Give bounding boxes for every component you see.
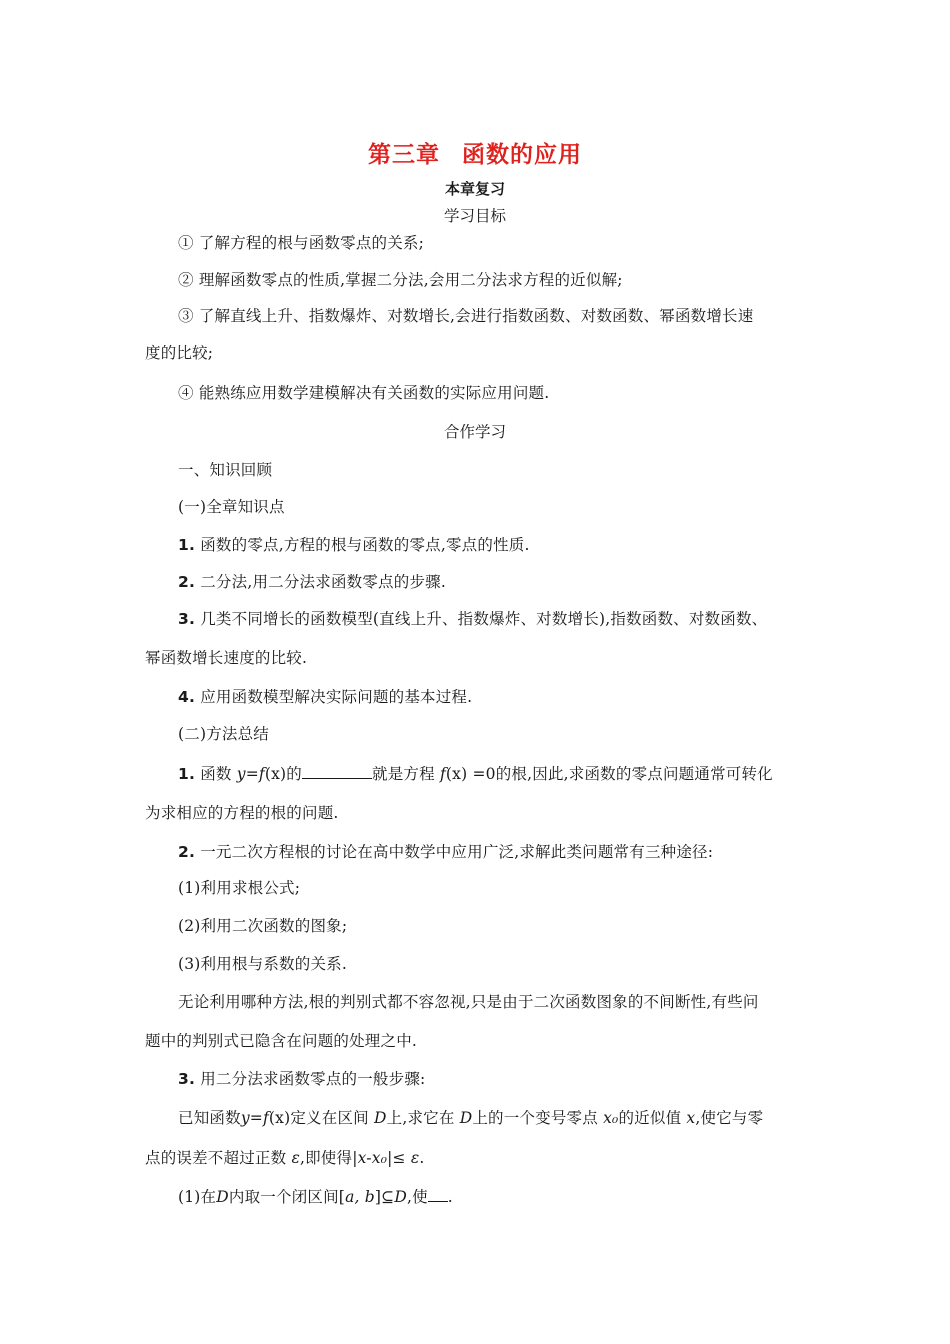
goal-item: ④ 能熟练应用数学建模解决有关函数的实际应用问题. xyxy=(178,384,550,402)
math: x xyxy=(686,1109,696,1127)
method-1-continued: 为求相应的方程的根的问题. xyxy=(145,804,339,822)
text: 的 xyxy=(286,765,302,783)
chapter-number: 第三章 xyxy=(368,142,440,168)
math: ε xyxy=(410,1149,420,1167)
math: |x-x₀|≤ xyxy=(352,1149,406,1167)
method-3-step-1 xyxy=(178,1185,453,1207)
method-3-desc-continued xyxy=(145,1146,425,1168)
chapter-title xyxy=(0,136,950,169)
text: ,即使得 xyxy=(299,1149,353,1167)
text: 上的一个变号零点 xyxy=(472,1109,598,1127)
goals-heading: 学习目标 xyxy=(443,207,506,225)
knowledge-item xyxy=(178,607,767,629)
chapter-name: 函数的应用 xyxy=(462,142,582,168)
method-3-desc xyxy=(178,1106,763,1128)
item-text: 应用函数模型解决实际问题的基本过程. xyxy=(200,688,473,706)
answer-blank[interactable] xyxy=(428,1187,448,1202)
math: ε xyxy=(291,1149,300,1167)
knowledge-item xyxy=(178,685,472,707)
math: y=f xyxy=(236,765,265,783)
item-text: 一元二次方程根的讨论在高中数学中应用广泛,求解此类问题常有三种途径: xyxy=(200,843,714,861)
math: x₀ xyxy=(603,1109,619,1127)
item-text: 函数的零点,方程的根与函数的零点,零点的性质. xyxy=(200,536,530,554)
math: (x) xyxy=(445,765,468,783)
knowledge-item xyxy=(178,570,446,592)
math: a, b xyxy=(345,1188,375,1206)
item-text: 幂函数增长速度的比较. xyxy=(145,649,308,667)
item-number: 1. xyxy=(178,765,196,783)
math: D xyxy=(394,1188,407,1206)
coop-heading: 合作学习 xyxy=(443,423,506,441)
goal-item: ③ 了解直线上升、指数爆炸、对数增长,会进行指数函数、对数函数、幂函数增长速 xyxy=(178,307,754,325)
math: f xyxy=(439,765,446,783)
text: ]⊆ xyxy=(374,1188,395,1206)
text: 已知函数 xyxy=(178,1109,241,1127)
text: 函数 xyxy=(200,765,232,783)
item-text: 几类不同增长的函数模型(直线上升、指数爆炸、对数增长),指数函数、对数函数、 xyxy=(200,610,768,628)
answer-blank[interactable] xyxy=(302,764,372,779)
section-title: 本章复习 xyxy=(444,180,505,198)
method-2-item: (1)利用求根公式; xyxy=(178,879,301,897)
math: D xyxy=(459,1109,473,1127)
text: 内取一个闭区间[ xyxy=(228,1188,346,1206)
item-number: 3. xyxy=(178,610,196,628)
math: y=f xyxy=(240,1109,269,1127)
text: 定义在区间 xyxy=(290,1109,369,1127)
math: D xyxy=(216,1188,229,1206)
text: =0的根,因此,求函数的零点问题通常可转化 xyxy=(472,765,773,783)
text: 点的误差不超过正数 xyxy=(145,1149,287,1167)
math: D xyxy=(374,1109,387,1127)
text: 就是方程 xyxy=(372,765,435,783)
knowledge-item-continued xyxy=(145,646,307,668)
method-3 xyxy=(178,1067,425,1089)
text: ,使它与零 xyxy=(695,1109,764,1127)
text: . xyxy=(447,1188,453,1206)
item-number: 1. xyxy=(178,536,196,554)
method-2-note: 无论利用哪种方法,根的判别式都不容忽视,只是由于二次函数图象的不间断性,有些问 xyxy=(178,993,759,1011)
text: 的近似值 xyxy=(618,1109,682,1127)
item-number: 3. xyxy=(178,1070,196,1088)
review-heading: 一、知识回顾 xyxy=(178,461,273,479)
method-2-item: (3)利用根与系数的关系. xyxy=(178,955,347,973)
item-number: 4. xyxy=(178,688,196,706)
method-1 xyxy=(178,762,773,784)
text: . xyxy=(419,1149,425,1167)
math: (x) xyxy=(264,765,287,783)
methods-heading: (二)方法总结 xyxy=(178,725,269,743)
item-text: 二分法,用二分法求函数零点的步骤. xyxy=(200,573,446,591)
method-2 xyxy=(178,840,713,862)
text: 上,求它在 xyxy=(386,1109,455,1127)
goal-item: ② 理解函数零点的性质,掌握二分法,会用二分法求方程的近似解; xyxy=(178,271,623,289)
item-text: 用二分法求函数零点的一般步骤: xyxy=(200,1070,426,1088)
goal-item-continued: 度的比较; xyxy=(145,344,214,362)
item-number: 2. xyxy=(178,843,196,861)
knowledge-heading: (一)全章知识点 xyxy=(178,498,285,516)
text: ,使 xyxy=(406,1188,428,1206)
knowledge-item xyxy=(178,533,530,555)
goal-item: ① 了解方程的根与函数零点的关系; xyxy=(178,234,425,252)
math: (x) xyxy=(268,1109,291,1127)
item-number: 2. xyxy=(178,573,196,591)
text: (1)在 xyxy=(178,1188,217,1206)
method-2-note-continued: 题中的判别式已隐含在问题的处理之中. xyxy=(145,1032,418,1050)
method-2-item: (2)利用二次函数的图象; xyxy=(178,917,348,935)
